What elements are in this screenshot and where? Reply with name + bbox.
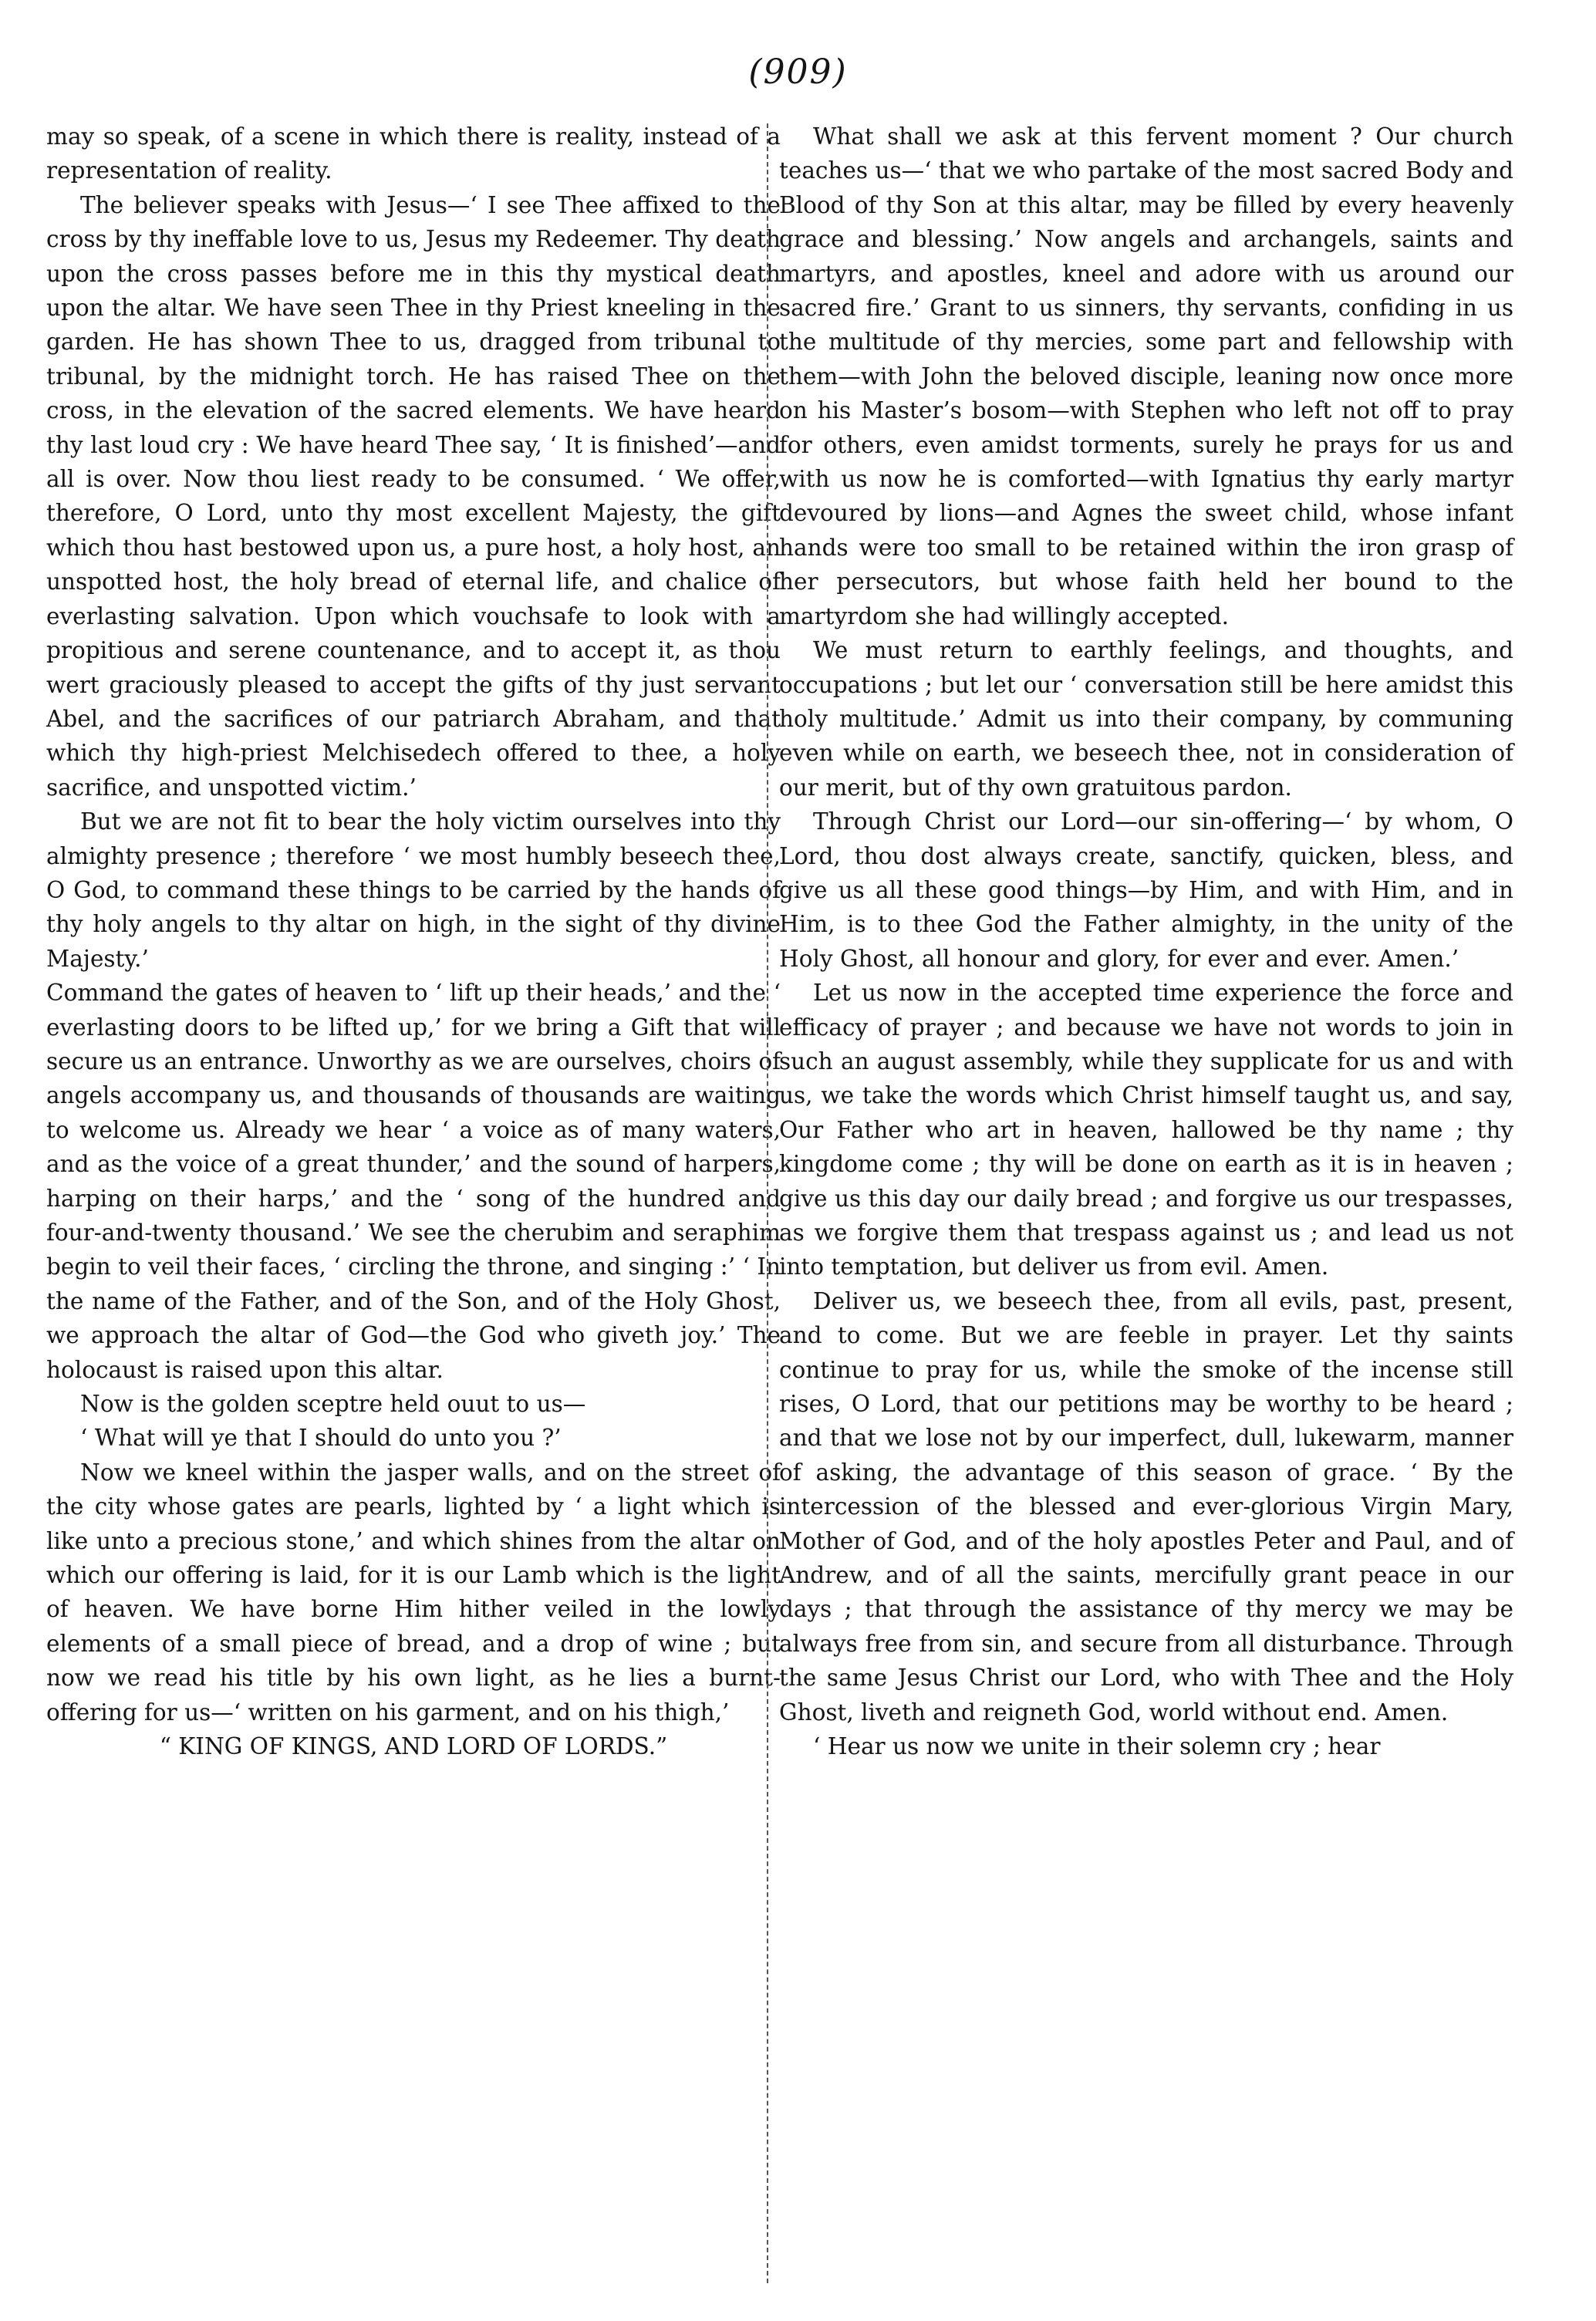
paragraph: Through Christ our Lord—our sin-offering—‘ by whom, O Lord, thou dost always create, sanctify, quicken, bless, and give us all these good things—by Him, and with Him, and in Him, is to thee God the Father almighty, in the unity of the Holy Ghost, all honour and glory, for ever and ever. Amen.’ <box>779 808 1513 972</box>
paragraph: Command the gates of heaven to ‘ lift up their heads,’ and the ‘ everlasting doors to be lifted up,’ for we bring a Gift that will secure us an entrance. Unworthy as we are ourselves, choirs of angels accompany us, and thousands of thousands are waiting to welcome us. Already we hear ‘ a voice as of many waters, and as the voice of a great thunder,’ and the sound of harpers, harping on their harps,’ and the ‘ song of the hundred and four-and-twenty thousand.’ We see the cherubim and seraphim begin to veil their faces, ‘ circling the throne, and singing :’ ‘ In the name of the Father, and of the Son, and of the Holy Ghost, we approach the altar of God—the God who giveth joy.’ The holocaust is raised upon this altar. <box>46 980 781 1383</box>
paragraph: ‘ What will ye that I should do unto you ?’ <box>80 1425 562 1452</box>
paragraph: Deliver us, we beseech thee, from all evils, past, present, and to come. But we are feeble in prayer. Let thy saints continue to pray for us, while the smoke of the incense still rises, O Lord, that our petitions may be worthy to be heard ; and that we lose not by our imperfect, dull, lukewarm, manner of asking, the advantage of this season of grace. ‘ By the intercession of the blessed and ever-glorious Virgin Mary, Mother of God, and of the holy apostles Peter and Paul, and of Andrew, and of all the saints, mercifully grant peace in our days ; that through the assistance of thy mercy we may be always free from sin, and secure from all disturbance. Through the same Jesus Christ our Lord, who with Thee and the Holy Ghost, liveth and reigneth God, world without end. Amen. <box>779 1287 1513 1726</box>
paragraph: ‘ Hear us now we unite in their solemn cry ; hear <box>813 1733 1381 1760</box>
paragraph: Now we kneel within the jasper walls, and on the street of the city whose gates are pearls, lighted by ‘ a light which is like unto a precious stone,’ and which shines from the altar on which our offering is laid, for it is our Lamb which is the light of heaven. We have borne Him hither veiled in the lowly elements of a small piece of bread, and a drop of wine ; but now we read his title by his own light, as he lies a burnt-offering for us—‘ written on his garment, and on his thigh,’ <box>46 1459 781 1726</box>
paragraph: We must return to earthly feelings, and thoughts, and occupations ; but let our ‘ conversation still be here amidst this holy multitude.’ Admit us into their company, by communing even while on earth, we beseech thee, not in consideration of our merit, but of thy own gratuitous pardon. <box>779 637 1513 801</box>
paragraph: The believer speaks with Jesus—‘ I see Thee affixed to the cross by thy ineffable love to us, Jesus my Redeemer. Thy death upon the cross passes before me in this thy mystical death upon the altar. We have seen Thee in thy Priest kneeling in the garden. He has shown Thee to us, dragged from tribunal to tribunal, by the midnight torch. He has raised Thee on the cross, in the elevation of the sacred elements. We have heard thy last loud cry : We have heard Thee say, ‘ It is finished’—and all is over. Now thou liest ready to be consumed. ‘ We offer, therefore, O Lord, unto thy most excellent Majesty, the gift which thou hast bestowed upon us, a pure host, a holy host, an unspotted host, the holy bread of eternal life, and chalice of everlasting salvation. Upon which vouchsafe to look with a propitious and serene countenance, and to accept it, as thou wert graciously pleased to accept the gifts of thy just servant Abel, and the sacrifices of our patriarch Abraham, and that which thy high-priest Melchisedech offered to thee, a holy sacrifice, and unspotted victim.’ <box>46 191 781 801</box>
left-column <box>46 120 781 1764</box>
column-divider <box>767 123 768 2283</box>
paragraph: “ KING OF KINGS, AND LORD OF LORDS.” <box>159 1733 668 1760</box>
right-column <box>779 120 1513 1764</box>
paragraph: What shall we ask at this fervent moment ? Our church teaches us—‘ that we who partake of the most sacred Body and Blood of thy Son at this altar, may be filled by every heavenly grace and blessing.’ Now angels and archangels, saints and martyrs, and apostles, kneel and adore with us around our sacred fire.’ Grant to us sinners, thy servants, confiding in us the multitude of thy mercies, some part and fellowship with them—with John the beloved disciple, leaning now once more on his Master’s bosom—with Stephen who left not off to pray for others, even amidst torments, surely he prays for us and with us now he is comforted—with Ignatius thy early martyr devoured by lions—and Agnes the sweet child, whose infant hands were too small to be retained within the iron grasp of her persecutors, but whose faith held her bound to the martyrdom she had willingly accepted. <box>779 123 1513 629</box>
paragraph: But we are not fit to bear the holy victim ourselves into thy almighty presence ; therefore ‘ we most humbly beseech thee, O God, to command these things to be carried by the hands of thy holy angels to thy altar on high, in the sight of thy divine Majesty.’ <box>46 808 781 972</box>
paragraph: Let us now in the accepted time experience the force and efficacy of prayer ; and because we have not words to join in such an august assembly, while they supplicate for us and with us, we take the words which Christ himself taught us, and say, Our Father who art in heaven, hallowed be thy name ; thy kingdome come ; thy will be done on earth as it is in heaven ; give us this day our daily bread ; and forgive us our trespasses, as we forgive them that trespass against us ; and lead us not into temptation, but deliver us from evil. Amen. <box>779 980 1513 1280</box>
paragraph: Now is the golden sceptre held ouut to us— <box>80 1391 586 1418</box>
page-number: (909) <box>748 52 848 92</box>
paragraph: may so speak, of a scene in which there is reality, instead of a representation of reality. <box>46 123 781 184</box>
